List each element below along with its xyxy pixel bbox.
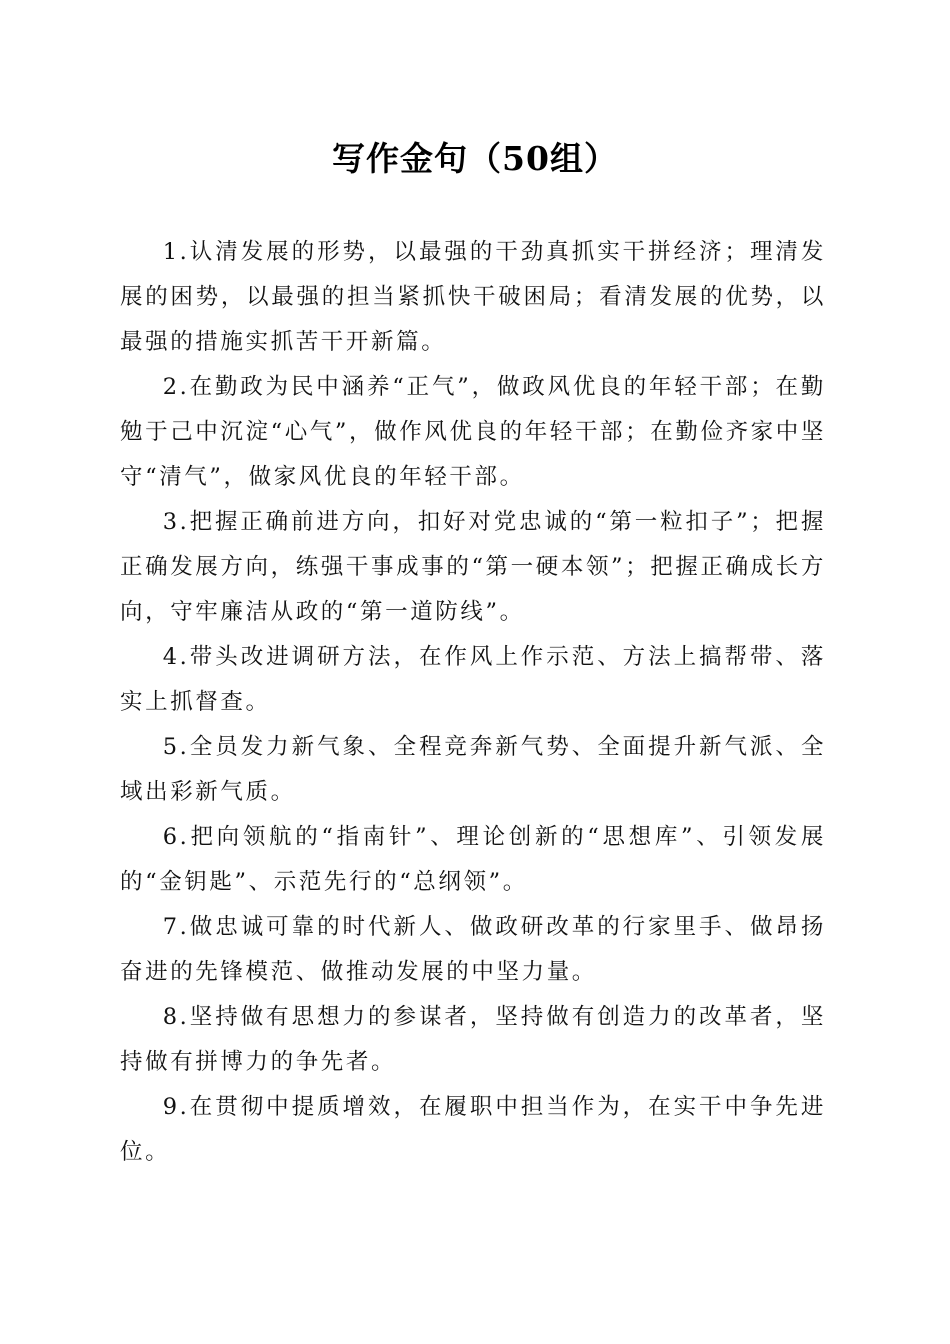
document-title: 写作金句（50组）: [332, 139, 618, 178]
paragraph-4: 4.带头改进调研方法，在作风上作示范、方法上搞帮带、落实上抓督查。: [120, 644, 826, 715]
paragraph-7: 7.做忠诚可靠的时代新人、做政研改革的行家里手、做昂扬奋进的先锋模范、做推动发展的中坚力量。: [120, 914, 826, 985]
paragraph-8: 8.坚持做有思想力的参谋者，坚持做有创造力的改革者，坚持做有拼博力的争先者。: [120, 1004, 826, 1075]
paragraph-1: 1.认清发展的形势，以最强的干劲真抓实干拼经济；理清发展的困势，以最强的担当紧抓快干破困局；看清发展的优势，以最强的措施实抓苦干开新篇。: [120, 239, 826, 355]
document-body: [120, 230, 826, 1175]
paragraph-9: 9.在贯彻中提质增效，在履职中担当作为，在实干中争先进位。: [120, 1094, 826, 1165]
paragraph-2: 2.在勤政为民中涵养“正气”，做政风优良的年轻干部；在勤勉于己中沉淀“心气”，做作风优良的年轻干部；在勤俭齐家中坚守“清气”，做家风优良的年轻干部。: [120, 374, 826, 490]
paragraph-3: 3.把握正确前进方向，扣好对党忠诚的“第一粒扣子”；把握正确发展方向，练强干事成事的“第一硬本领”；把握正确成长方向，守牢廉洁从政的“第一道防线”。: [120, 509, 826, 625]
paragraph-6: 6.把向领航的“指南针”、理论创新的“思想库”、引领发展的“金钥匙”、示范先行的“总纲领”。: [120, 824, 826, 895]
paragraph-5: 5.全员发力新气象、全程竞奔新气势、全面提升新气派、全域出彩新气质。: [120, 734, 826, 805]
